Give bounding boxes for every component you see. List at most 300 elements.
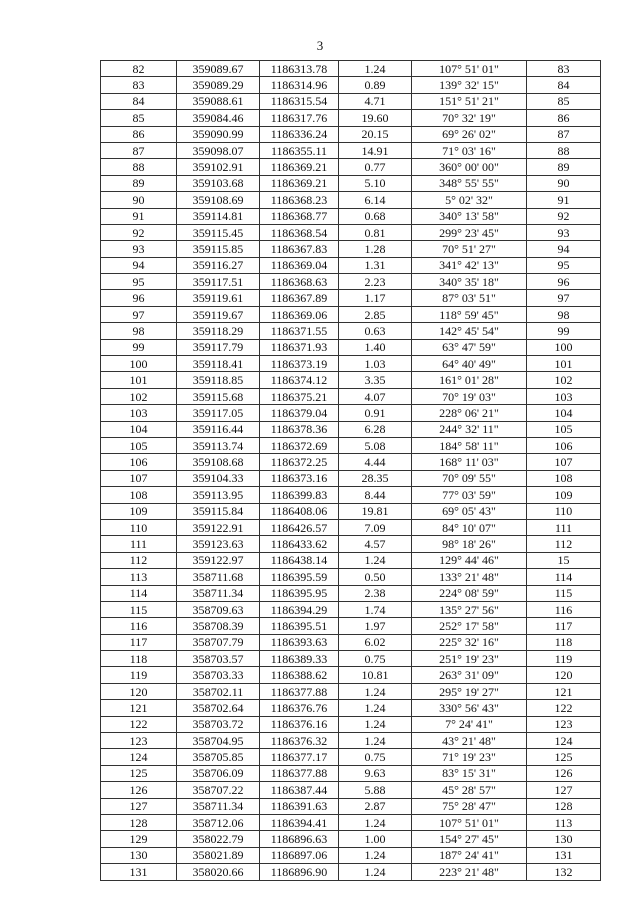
table-row bbox=[101, 864, 601, 880]
next-point-cell: 85 bbox=[527, 93, 601, 109]
next-point-cell: 115 bbox=[527, 585, 601, 601]
next-point-cell: 126 bbox=[527, 765, 601, 781]
next-point-cell: 117 bbox=[527, 618, 601, 634]
bearing-cell: 70° 09' 55" bbox=[412, 470, 527, 486]
x-coordinate-cell: 358712.06 bbox=[177, 814, 260, 830]
bearing-cell: 5° 02' 32" bbox=[412, 192, 527, 208]
point-number-cell: 117 bbox=[101, 634, 177, 650]
next-point-cell: 101 bbox=[527, 356, 601, 372]
bearing-cell: 151° 51' 21" bbox=[412, 93, 527, 109]
bearing-cell: 330° 56' 43" bbox=[412, 700, 527, 716]
distance-cell: 9.63 bbox=[339, 765, 412, 781]
table-row bbox=[101, 290, 601, 306]
point-number-cell: 94 bbox=[101, 257, 177, 273]
next-point-cell: 89 bbox=[527, 159, 601, 175]
point-number-cell: 124 bbox=[101, 749, 177, 765]
table-row bbox=[101, 651, 601, 667]
next-point-cell: 121 bbox=[527, 683, 601, 699]
distance-cell: 8.44 bbox=[339, 487, 412, 503]
bearing-cell: 184° 58' 11" bbox=[412, 437, 527, 453]
next-point-cell: 98 bbox=[527, 306, 601, 322]
next-point-cell: 114 bbox=[527, 569, 601, 585]
x-coordinate-cell: 359118.29 bbox=[177, 323, 260, 339]
x-coordinate-cell: 358709.63 bbox=[177, 601, 260, 617]
y-coordinate-cell: 1186368.54 bbox=[260, 224, 339, 240]
y-coordinate-cell: 1186375.21 bbox=[260, 388, 339, 404]
bearing-cell: 69° 05' 43" bbox=[412, 503, 527, 519]
distance-cell: 5.08 bbox=[339, 437, 412, 453]
x-coordinate-cell: 358020.66 bbox=[177, 864, 260, 880]
y-coordinate-cell: 1186314.96 bbox=[260, 77, 339, 93]
next-point-cell: 87 bbox=[527, 126, 601, 142]
table-row bbox=[101, 306, 601, 322]
x-coordinate-cell: 358705.85 bbox=[177, 749, 260, 765]
bearing-cell: 341° 42' 13" bbox=[412, 257, 527, 273]
bearing-cell: 225° 32' 16" bbox=[412, 634, 527, 650]
table-row bbox=[101, 634, 601, 650]
next-point-cell: 96 bbox=[527, 274, 601, 290]
distance-cell: 1.24 bbox=[339, 847, 412, 863]
x-coordinate-cell: 359118.41 bbox=[177, 356, 260, 372]
next-point-cell: 90 bbox=[527, 175, 601, 191]
x-coordinate-cell: 359088.61 bbox=[177, 93, 260, 109]
distance-cell: 5.10 bbox=[339, 175, 412, 191]
x-coordinate-cell: 359116.27 bbox=[177, 257, 260, 273]
x-coordinate-cell: 359084.46 bbox=[177, 110, 260, 126]
x-coordinate-cell: 358707.79 bbox=[177, 634, 260, 650]
y-coordinate-cell: 1186399.83 bbox=[260, 487, 339, 503]
bearing-cell: 129° 44' 46" bbox=[412, 552, 527, 568]
table-row bbox=[101, 487, 601, 503]
y-coordinate-cell: 1186394.41 bbox=[260, 814, 339, 830]
x-coordinate-cell: 358708.39 bbox=[177, 618, 260, 634]
table-row bbox=[101, 437, 601, 453]
y-coordinate-cell: 1186368.77 bbox=[260, 208, 339, 224]
point-number-cell: 105 bbox=[101, 437, 177, 453]
y-coordinate-cell: 1186373.16 bbox=[260, 470, 339, 486]
table-row bbox=[101, 372, 601, 388]
table-row bbox=[101, 126, 601, 142]
point-number-cell: 112 bbox=[101, 552, 177, 568]
table-row bbox=[101, 733, 601, 749]
x-coordinate-cell: 359117.51 bbox=[177, 274, 260, 290]
point-number-cell: 120 bbox=[101, 683, 177, 699]
point-number-cell: 103 bbox=[101, 405, 177, 421]
y-coordinate-cell: 1186395.59 bbox=[260, 569, 339, 585]
next-point-cell: 109 bbox=[527, 487, 601, 503]
distance-cell: 0.68 bbox=[339, 208, 412, 224]
table-row bbox=[101, 831, 601, 847]
x-coordinate-cell: 358703.33 bbox=[177, 667, 260, 683]
table-row bbox=[101, 749, 601, 765]
y-coordinate-cell: 1186408.06 bbox=[260, 503, 339, 519]
next-point-cell: 123 bbox=[527, 716, 601, 732]
point-number-cell: 115 bbox=[101, 601, 177, 617]
y-coordinate-cell: 1186377.88 bbox=[260, 765, 339, 781]
next-point-cell: 84 bbox=[527, 77, 601, 93]
x-coordinate-cell: 359116.44 bbox=[177, 421, 260, 437]
x-coordinate-cell: 359122.97 bbox=[177, 552, 260, 568]
bearing-cell: 77° 03' 59" bbox=[412, 487, 527, 503]
point-number-cell: 110 bbox=[101, 519, 177, 535]
y-coordinate-cell: 1186372.25 bbox=[260, 454, 339, 470]
distance-cell: 0.75 bbox=[339, 749, 412, 765]
next-point-cell: 108 bbox=[527, 470, 601, 486]
distance-cell: 4.44 bbox=[339, 454, 412, 470]
table-row bbox=[101, 175, 601, 191]
point-number-cell: 131 bbox=[101, 864, 177, 880]
y-coordinate-cell: 1186391.63 bbox=[260, 798, 339, 814]
bearing-cell: 187° 24' 41" bbox=[412, 847, 527, 863]
next-point-cell: 111 bbox=[527, 519, 601, 535]
y-coordinate-cell: 1186373.19 bbox=[260, 356, 339, 372]
x-coordinate-cell: 359113.95 bbox=[177, 487, 260, 503]
y-coordinate-cell: 1186438.14 bbox=[260, 552, 339, 568]
y-coordinate-cell: 1186388.62 bbox=[260, 667, 339, 683]
next-point-cell: 110 bbox=[527, 503, 601, 519]
bearing-cell: 161° 01' 28" bbox=[412, 372, 527, 388]
bearing-cell: 139° 32' 15" bbox=[412, 77, 527, 93]
point-number-cell: 119 bbox=[101, 667, 177, 683]
x-coordinate-cell: 359102.91 bbox=[177, 159, 260, 175]
table-row bbox=[101, 503, 601, 519]
next-point-cell: 116 bbox=[527, 601, 601, 617]
y-coordinate-cell: 1186369.06 bbox=[260, 306, 339, 322]
y-coordinate-cell: 1186369.04 bbox=[260, 257, 339, 273]
distance-cell: 1.31 bbox=[339, 257, 412, 273]
table-row bbox=[101, 159, 601, 175]
point-number-cell: 97 bbox=[101, 306, 177, 322]
y-coordinate-cell: 1186371.93 bbox=[260, 339, 339, 355]
table-row bbox=[101, 274, 601, 290]
table-row bbox=[101, 847, 601, 863]
next-point-cell: 130 bbox=[527, 831, 601, 847]
coordinates-table-body bbox=[101, 61, 601, 881]
distance-cell: 4.71 bbox=[339, 93, 412, 109]
x-coordinate-cell: 359108.69 bbox=[177, 192, 260, 208]
point-number-cell: 102 bbox=[101, 388, 177, 404]
x-coordinate-cell: 359122.91 bbox=[177, 519, 260, 535]
y-coordinate-cell: 1186393.63 bbox=[260, 634, 339, 650]
bearing-cell: 71° 19' 23" bbox=[412, 749, 527, 765]
x-coordinate-cell: 358021.89 bbox=[177, 847, 260, 863]
distance-cell: 19.60 bbox=[339, 110, 412, 126]
y-coordinate-cell: 1186377.17 bbox=[260, 749, 339, 765]
x-coordinate-cell: 358711.68 bbox=[177, 569, 260, 585]
bearing-cell: 133° 21' 48" bbox=[412, 569, 527, 585]
table-row bbox=[101, 552, 601, 568]
distance-cell: 10.81 bbox=[339, 667, 412, 683]
distance-cell: 1.24 bbox=[339, 683, 412, 699]
y-coordinate-cell: 1186368.63 bbox=[260, 274, 339, 290]
next-point-cell: 106 bbox=[527, 437, 601, 453]
y-coordinate-cell: 1186367.89 bbox=[260, 290, 339, 306]
next-point-cell: 92 bbox=[527, 208, 601, 224]
x-coordinate-cell: 359113.74 bbox=[177, 437, 260, 453]
point-number-cell: 130 bbox=[101, 847, 177, 863]
x-coordinate-cell: 358704.95 bbox=[177, 733, 260, 749]
x-coordinate-cell: 359089.67 bbox=[177, 61, 260, 77]
next-point-cell: 104 bbox=[527, 405, 601, 421]
point-number-cell: 96 bbox=[101, 290, 177, 306]
distance-cell: 1.24 bbox=[339, 700, 412, 716]
y-coordinate-cell: 1186368.23 bbox=[260, 192, 339, 208]
table-row bbox=[101, 519, 601, 535]
point-number-cell: 93 bbox=[101, 241, 177, 257]
next-point-cell: 95 bbox=[527, 257, 601, 273]
y-coordinate-cell: 1186313.78 bbox=[260, 61, 339, 77]
bearing-cell: 223° 21' 48" bbox=[412, 864, 527, 880]
y-coordinate-cell: 1186387.44 bbox=[260, 782, 339, 798]
distance-cell: 0.81 bbox=[339, 224, 412, 240]
point-number-cell: 118 bbox=[101, 651, 177, 667]
point-number-cell: 87 bbox=[101, 142, 177, 158]
distance-cell: 7.09 bbox=[339, 519, 412, 535]
point-number-cell: 125 bbox=[101, 765, 177, 781]
x-coordinate-cell: 359098.07 bbox=[177, 142, 260, 158]
bearing-cell: 107° 51' 01" bbox=[412, 814, 527, 830]
table-row bbox=[101, 569, 601, 585]
next-point-cell: 127 bbox=[527, 782, 601, 798]
distance-cell: 1.17 bbox=[339, 290, 412, 306]
next-point-cell: 102 bbox=[527, 372, 601, 388]
table-row bbox=[101, 470, 601, 486]
distance-cell: 1.24 bbox=[339, 814, 412, 830]
point-number-cell: 95 bbox=[101, 274, 177, 290]
distance-cell: 2.23 bbox=[339, 274, 412, 290]
x-coordinate-cell: 358702.64 bbox=[177, 700, 260, 716]
table-row bbox=[101, 93, 601, 109]
point-number-cell: 113 bbox=[101, 569, 177, 585]
point-number-cell: 121 bbox=[101, 700, 177, 716]
point-number-cell: 99 bbox=[101, 339, 177, 355]
table-row bbox=[101, 241, 601, 257]
y-coordinate-cell: 1186433.62 bbox=[260, 536, 339, 552]
point-number-cell: 109 bbox=[101, 503, 177, 519]
y-coordinate-cell: 1186394.29 bbox=[260, 601, 339, 617]
point-number-cell: 127 bbox=[101, 798, 177, 814]
table-row bbox=[101, 716, 601, 732]
table-row bbox=[101, 536, 601, 552]
next-point-cell: 88 bbox=[527, 142, 601, 158]
x-coordinate-cell: 358702.11 bbox=[177, 683, 260, 699]
bearing-cell: 228° 06' 21" bbox=[412, 405, 527, 421]
y-coordinate-cell: 1186376.76 bbox=[260, 700, 339, 716]
distance-cell: 1.40 bbox=[339, 339, 412, 355]
table-row bbox=[101, 208, 601, 224]
y-coordinate-cell: 1186897.06 bbox=[260, 847, 339, 863]
bearing-cell: 43° 21' 48" bbox=[412, 733, 527, 749]
bearing-cell: 263° 31' 09" bbox=[412, 667, 527, 683]
next-point-cell: 124 bbox=[527, 733, 601, 749]
next-point-cell: 94 bbox=[527, 241, 601, 257]
table-row bbox=[101, 700, 601, 716]
bearing-cell: 87° 03' 51" bbox=[412, 290, 527, 306]
y-coordinate-cell: 1186315.54 bbox=[260, 93, 339, 109]
y-coordinate-cell: 1186395.51 bbox=[260, 618, 339, 634]
table-row bbox=[101, 142, 601, 158]
table-row bbox=[101, 454, 601, 470]
distance-cell: 28.35 bbox=[339, 470, 412, 486]
x-coordinate-cell: 359114.81 bbox=[177, 208, 260, 224]
y-coordinate-cell: 1186896.63 bbox=[260, 831, 339, 847]
table-row bbox=[101, 339, 601, 355]
table-row bbox=[101, 405, 601, 421]
next-point-cell: 99 bbox=[527, 323, 601, 339]
distance-cell: 14.91 bbox=[339, 142, 412, 158]
bearing-cell: 64° 40' 49" bbox=[412, 356, 527, 372]
next-point-cell: 118 bbox=[527, 634, 601, 650]
table-row bbox=[101, 323, 601, 339]
distance-cell: 4.57 bbox=[339, 536, 412, 552]
next-point-cell: 86 bbox=[527, 110, 601, 126]
point-number-cell: 122 bbox=[101, 716, 177, 732]
y-coordinate-cell: 1186376.16 bbox=[260, 716, 339, 732]
table-row bbox=[101, 814, 601, 830]
bearing-cell: 84° 10' 07" bbox=[412, 519, 527, 535]
x-coordinate-cell: 358706.09 bbox=[177, 765, 260, 781]
next-point-cell: 107 bbox=[527, 454, 601, 470]
next-point-cell: 103 bbox=[527, 388, 601, 404]
point-number-cell: 128 bbox=[101, 814, 177, 830]
distance-cell: 0.89 bbox=[339, 77, 412, 93]
y-coordinate-cell: 1186371.55 bbox=[260, 323, 339, 339]
y-coordinate-cell: 1186377.88 bbox=[260, 683, 339, 699]
next-point-cell: 93 bbox=[527, 224, 601, 240]
x-coordinate-cell: 358022.79 bbox=[177, 831, 260, 847]
y-coordinate-cell: 1186336.24 bbox=[260, 126, 339, 142]
next-point-cell: 131 bbox=[527, 847, 601, 863]
distance-cell: 1.24 bbox=[339, 864, 412, 880]
y-coordinate-cell: 1186896.90 bbox=[260, 864, 339, 880]
distance-cell: 20.15 bbox=[339, 126, 412, 142]
x-coordinate-cell: 359119.61 bbox=[177, 290, 260, 306]
table-row bbox=[101, 667, 601, 683]
point-number-cell: 100 bbox=[101, 356, 177, 372]
bearing-cell: 360° 00' 00" bbox=[412, 159, 527, 175]
bearing-cell: 348° 55' 55" bbox=[412, 175, 527, 191]
bearing-cell: 71° 03' 16" bbox=[412, 142, 527, 158]
table-row bbox=[101, 618, 601, 634]
distance-cell: 19.81 bbox=[339, 503, 412, 519]
point-number-cell: 126 bbox=[101, 782, 177, 798]
next-point-cell: 105 bbox=[527, 421, 601, 437]
bearing-cell: 45° 28' 57" bbox=[412, 782, 527, 798]
distance-cell: 0.77 bbox=[339, 159, 412, 175]
point-number-cell: 89 bbox=[101, 175, 177, 191]
y-coordinate-cell: 1186369.21 bbox=[260, 175, 339, 191]
x-coordinate-cell: 359118.85 bbox=[177, 372, 260, 388]
point-number-cell: 88 bbox=[101, 159, 177, 175]
bearing-cell: 107° 51' 01" bbox=[412, 61, 527, 77]
point-number-cell: 98 bbox=[101, 323, 177, 339]
x-coordinate-cell: 359090.99 bbox=[177, 126, 260, 142]
bearing-cell: 168° 11' 03" bbox=[412, 454, 527, 470]
distance-cell: 1.74 bbox=[339, 601, 412, 617]
y-coordinate-cell: 1186367.83 bbox=[260, 241, 339, 257]
bearing-cell: 244° 32' 11" bbox=[412, 421, 527, 437]
point-number-cell: 86 bbox=[101, 126, 177, 142]
bearing-cell: 340° 35' 18" bbox=[412, 274, 527, 290]
y-coordinate-cell: 1186372.69 bbox=[260, 437, 339, 453]
bearing-cell: 70° 51' 27" bbox=[412, 241, 527, 257]
next-point-cell: 83 bbox=[527, 61, 601, 77]
next-point-cell: 100 bbox=[527, 339, 601, 355]
distance-cell: 6.14 bbox=[339, 192, 412, 208]
table-row bbox=[101, 77, 601, 93]
bearing-cell: 251° 19' 23" bbox=[412, 651, 527, 667]
distance-cell: 1.24 bbox=[339, 733, 412, 749]
y-coordinate-cell: 1186389.33 bbox=[260, 651, 339, 667]
x-coordinate-cell: 359104.33 bbox=[177, 470, 260, 486]
point-number-cell: 92 bbox=[101, 224, 177, 240]
x-coordinate-cell: 358707.22 bbox=[177, 782, 260, 798]
distance-cell: 1.24 bbox=[339, 716, 412, 732]
bearing-cell: 154° 27' 45" bbox=[412, 831, 527, 847]
distance-cell: 1.03 bbox=[339, 356, 412, 372]
bearing-cell: 7° 24' 41" bbox=[412, 716, 527, 732]
distance-cell: 0.91 bbox=[339, 405, 412, 421]
coordinates-table bbox=[100, 60, 601, 881]
table-row bbox=[101, 421, 601, 437]
bearing-cell: 98° 18' 26" bbox=[412, 536, 527, 552]
bearing-cell: 83° 15' 31" bbox=[412, 765, 527, 781]
bearing-cell: 118° 59' 45" bbox=[412, 306, 527, 322]
table-row bbox=[101, 765, 601, 781]
bearing-cell: 295° 19' 27" bbox=[412, 683, 527, 699]
next-point-cell: 128 bbox=[527, 798, 601, 814]
distance-cell: 1.97 bbox=[339, 618, 412, 634]
table-row bbox=[101, 61, 601, 77]
table-row bbox=[101, 110, 601, 126]
next-point-cell: 97 bbox=[527, 290, 601, 306]
bearing-cell: 75° 28' 47" bbox=[412, 798, 527, 814]
point-number-cell: 104 bbox=[101, 421, 177, 437]
point-number-cell: 108 bbox=[101, 487, 177, 503]
point-number-cell: 83 bbox=[101, 77, 177, 93]
bearing-cell: 252° 17' 58" bbox=[412, 618, 527, 634]
point-number-cell: 101 bbox=[101, 372, 177, 388]
next-point-cell: 91 bbox=[527, 192, 601, 208]
bearing-cell: 224° 08' 59" bbox=[412, 585, 527, 601]
x-coordinate-cell: 359117.79 bbox=[177, 339, 260, 355]
table-row bbox=[101, 192, 601, 208]
next-point-cell: 113 bbox=[527, 814, 601, 830]
bearing-cell: 70° 19' 03" bbox=[412, 388, 527, 404]
next-point-cell: 119 bbox=[527, 651, 601, 667]
point-number-cell: 114 bbox=[101, 585, 177, 601]
y-coordinate-cell: 1186395.95 bbox=[260, 585, 339, 601]
x-coordinate-cell: 359115.85 bbox=[177, 241, 260, 257]
point-number-cell: 82 bbox=[101, 61, 177, 77]
next-point-cell: 120 bbox=[527, 667, 601, 683]
table-row bbox=[101, 224, 601, 240]
x-coordinate-cell: 359108.68 bbox=[177, 454, 260, 470]
next-point-cell: 112 bbox=[527, 536, 601, 552]
x-coordinate-cell: 358703.72 bbox=[177, 716, 260, 732]
y-coordinate-cell: 1186374.12 bbox=[260, 372, 339, 388]
point-number-cell: 106 bbox=[101, 454, 177, 470]
table-row bbox=[101, 257, 601, 273]
distance-cell: 2.85 bbox=[339, 306, 412, 322]
x-coordinate-cell: 358703.57 bbox=[177, 651, 260, 667]
bearing-cell: 70° 32' 19" bbox=[412, 110, 527, 126]
point-number-cell: 116 bbox=[101, 618, 177, 634]
distance-cell: 1.00 bbox=[339, 831, 412, 847]
y-coordinate-cell: 1186355.11 bbox=[260, 142, 339, 158]
point-number-cell: 111 bbox=[101, 536, 177, 552]
bearing-cell: 69° 26' 02" bbox=[412, 126, 527, 142]
